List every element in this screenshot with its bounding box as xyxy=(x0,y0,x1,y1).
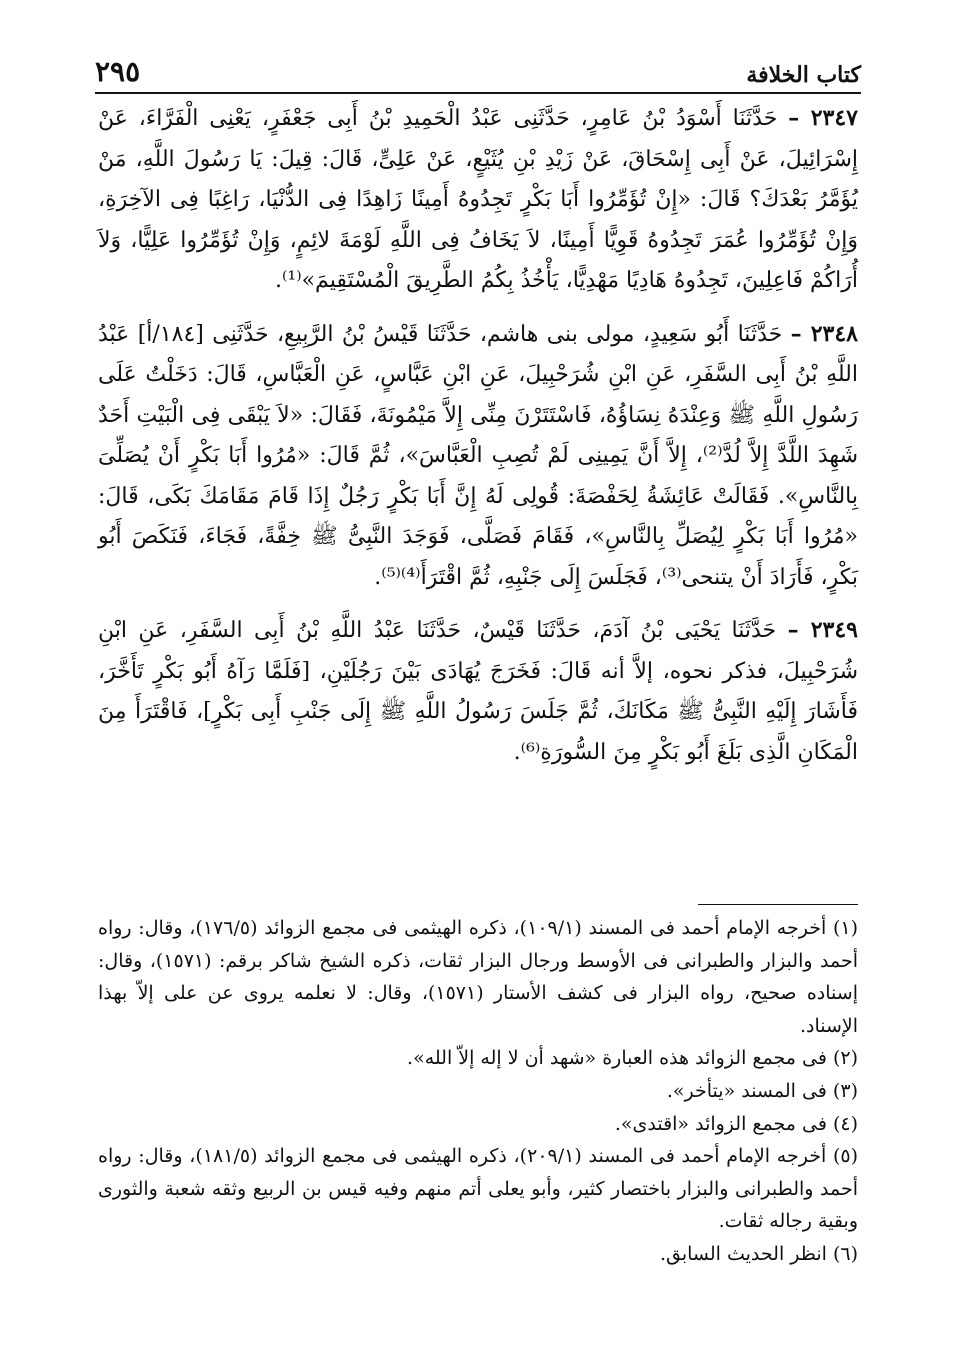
header-rule xyxy=(95,92,861,94)
footnote-rule xyxy=(698,904,858,905)
footnote-1: (١) أخرجه الإمام أحمد فى المسند (١٠٩/١)، ذكره الهيثمى فى مجمع الزوائد (١٧٦/٥)، وقال: رواه أحمد والبزار والطبرانى فى الأوسط ورجال البزار ثقات، ذكره الشيخ شاكر برقم: (١٥٧١)، وقال: إسناده صحيح، رواه البزار فى كشف الأستار (١٥٧١)، وقال: لا نعلمه يروى عن على إلاّ بهذا الإسناد. xyxy=(98,917,858,1037)
page-number: ٢٩٥ xyxy=(95,55,141,88)
hadith-number: ٢٣٤٧ – xyxy=(788,105,858,131)
page-header xyxy=(95,50,861,88)
hadith-body: حَدَّثَنَا أَبُو سَعِيدٍ، مولى بنى هاشم، حَدَّثَنَا قَيْسُ بْنُ الرَّبِيعِ، حَدَّثَنِى [١٨٤/أ] عَبْدُ اللَّهِ بْنُ أَبِى السَّفَرِ، عَنِ ابْنِ شُرَحْبِيلَ، عَنِ ابْنِ عَبَّاسٍ، عَنِ الْعَبَّاسِ، قَالَ: دَخَلْتُ عَلَى رَسُولِ اللَّهِ ﷺ وَعِنْدَهُ نِسَاؤُهُ، فَاسْتَتَرْنَ مِنِّى إِلاَّ مَيْمُونَةَ، فَقَالَ: «لاَ يَبْقَى فِى الْبَيْتِ أَحَدٌ شَهِدَ اللَّدَّ إِلاَّ لُدَّ⁽²⁾، إِلاَّ أَنَّ يَمِينِى لَمْ تُصِبِ الْعَبَّاسَ»، ثُمَّ قَالَ: «مُرُوا أَبَا بَكْرٍ أَنْ يُصَلِّىَ بِالنَّاسِ». فَقَالَتْ عَائِشَةُ لِحَفْصَةَ: قُولِى لَهُ إِنَّ أَبَا بَكْرٍ رَجُلٌ إِذَا قَامَ مَقَامَكَ بَكَى، قَالَ: «مُرُوا أَبَا بَكْرٍ لِيُصَلِّ بِالنَّاسِ»، فَقَامَ فَصَلَّى، فَوَجَدَ النَّبِىُّ ﷺ خِفَّةً، فَجَاءَ، فَنَكَصَ أَبُو بَكْرٍ، فَأَرَادَ أَنْ يتنحى⁽³⁾، فَجَلَسَ إِلَى جَنْبِهِ، ثُمَّ اقْتَرَأَ⁽⁴⁾⁽⁵⁾. xyxy=(98,321,859,590)
footnote-6: (٦) انظر الحديث السابق. xyxy=(659,1242,858,1265)
hadith-body: حَدَّثَنَا أَسْوَدُ بْنُ عَامِرٍ، حَدَّثَنِى عَبْدُ الْحَمِيدِ بْنُ أَبِى جَعْفَرٍ، يَعْنِى الْفَرَّاءَ، عَنْ إِسْرَائِيلَ، عَنْ أَبِى إِسْحَاقَ، عَنْ زَيْدِ بْنِ يُثَيْعٍ، عَنْ عَلِىٍّ، قَالَ: قِيلَ: يَا رَسُولَ اللَّهِ، مَنْ يُؤَمَّرُ بَعْدَكَ؟ قَالَ: «إِنْ تُؤَمِّرُوا أَبَا بَكْرٍ تَجِدُوهُ أَمِينًا زَاهِدًا فِى الدُّنْيَا، رَاغِبًا فِى الآخِرَةِ، وَإِنْ تُؤَمِّرُوا عُمَرَ تَجِدُوهُ قَوِيًّا أَمِينًا، لاَ يَخَافُ فِى اللَّهِ لَوْمَةَ لائِمٍ، وَإِنْ تُؤَمِّرُوا عَلِيًّا، وَلاَ أُرَاكُمْ فَاعِلِينَ، تَجِدُوهُ هَادِيًا مَهْدِيًّا، يَأْخُذُ بِكُمُ الطَّرِيقَ الْمُسْتَقِيمَ»⁽¹⁾. xyxy=(98,106,858,293)
footnotes xyxy=(98,912,858,1271)
footnote-2: (٢) فى مجمع الزوائد هذه العبارة «شهد أن لا إله إلاّ الله». xyxy=(407,1047,858,1070)
hadith-text-block xyxy=(98,98,858,785)
footnote-3: (٣) فى المسند «يتأخر». xyxy=(666,1079,858,1102)
hadith-2347 xyxy=(98,98,858,302)
footnote-5: (٥) أخرجه الإمام أحمد فى المسند (٢٠٩/١)، ذكره الهيثمى فى مجمع الزوائد (١٨١/٥)، وقال: رواه أحمد والطبرانى والبزار باختصار كثير، وأبو يعلى أتم منهم وفيه قيس بن الربيع وثقه شعبة والثورى وبقية رجاله ثقات. xyxy=(98,1145,858,1233)
hadith-body: حَدَّثَنَا يَحْيَى بْنُ آدَمَ، حَدَّثَنَا قَيْسٌ، حَدَّثَنَا عَبْدُ اللَّهِ بْنُ أَبِى السَّفَرِ، عَنِ ابْنِ شُرَحْبِيلَ، فذكر نحوه، إلاَّ أنه قَالَ: فَخَرَجَ يُهَادَى بَيْنَ رَجُلَيْنِ، [فَلَمَّا رَآهُ أَبُو بَكْرٍ تَأَخَّرَ، فَأَشَارَ إِلَيْهِ النَّبِىُّ ﷺ مَكَانَكَ، ثُمَّ جَلَسَ رَسُولُ اللَّهِ ﷺ إِلَى جَنْبِ أَبِى بَكْرٍ]، فَاقْتَرَأَ مِنَ الْمَكَانِ الَّذِى بَلَغَ أَبُو بَكْرٍ مِنَ السُّورَةِ⁽⁶⁾. xyxy=(98,618,858,765)
hadith-2348 xyxy=(98,314,858,599)
running-head: كتاب الخلافة xyxy=(746,62,861,88)
footnote-4: (٤) فى مجمع الزوائد «اقتدى». xyxy=(614,1112,858,1135)
hadith-number: ٢٣٤٨ – xyxy=(790,320,858,347)
hadith-2349 xyxy=(98,610,858,773)
hadith-number: ٢٣٤٩ – xyxy=(787,617,858,643)
